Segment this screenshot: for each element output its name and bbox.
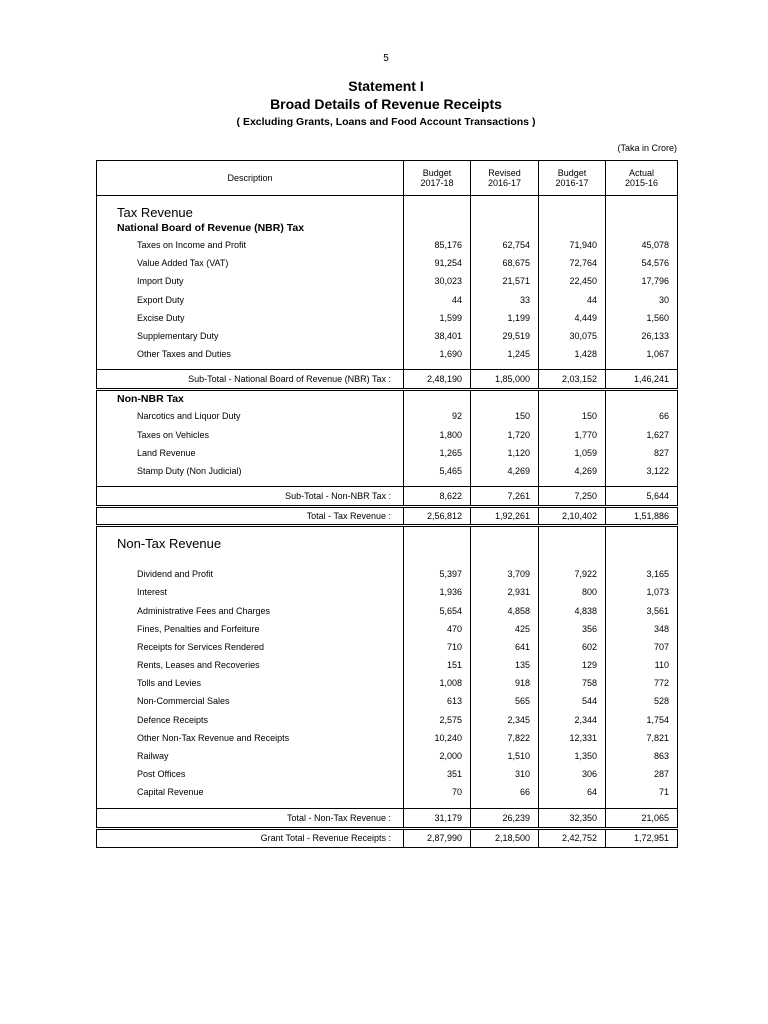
- table-row: [97, 656, 678, 674]
- empty-cell: [471, 220, 539, 236]
- table-row: [97, 747, 678, 765]
- row-value: 2,18,500: [471, 828, 539, 847]
- row-value: 3,122: [606, 462, 678, 480]
- revenue-table: [96, 160, 678, 848]
- row-value: 1,754: [606, 711, 678, 729]
- row-value: 26,133: [606, 327, 678, 345]
- row-label: Non-NBR Tax: [97, 390, 404, 408]
- row-value: 2,344: [539, 711, 606, 729]
- row-value: 1,067: [606, 345, 678, 363]
- statement-subtitle: Broad Details of Revenue Receipts: [270, 96, 502, 112]
- unit-label: (Taka in Crore): [617, 143, 677, 153]
- row-value: 1,350: [539, 747, 606, 765]
- row-value: 348: [606, 620, 678, 638]
- row-value: 7,822: [471, 729, 539, 747]
- row-label: Supplementary Duty: [97, 327, 404, 345]
- row-label: Non-Commercial Sales: [97, 692, 404, 710]
- row-value: 4,858: [471, 601, 539, 619]
- total-row-tax-revenue: [97, 507, 678, 526]
- row-label: Value Added Tax (VAT): [97, 254, 404, 272]
- row-value: 17,796: [606, 272, 678, 290]
- row-value: 32,350: [539, 808, 606, 828]
- row-value: 2,56,812: [404, 507, 471, 526]
- table-row: [97, 565, 678, 583]
- row-label: Receipts for Services Rendered: [97, 638, 404, 656]
- row-value: 2,10,402: [539, 507, 606, 526]
- row-label: Administrative Fees and Charges: [97, 601, 404, 619]
- row-value: 1,008: [404, 674, 471, 692]
- empty-cell: [539, 390, 606, 408]
- row-value: 66: [606, 407, 678, 425]
- group-heading-non-nbr: [97, 390, 678, 408]
- row-value: 85,176: [404, 236, 471, 254]
- row-value: 92: [404, 407, 471, 425]
- empty-cell: [404, 551, 471, 565]
- column-header-line: Actual: [628, 168, 654, 178]
- row-value: 1,51,886: [606, 507, 678, 526]
- row-value: 45,078: [606, 236, 678, 254]
- total-row-non-tax-revenue: [97, 808, 678, 828]
- row-value: 1,770: [539, 426, 606, 444]
- row-value: 544: [539, 692, 606, 710]
- column-header-description: Description: [97, 161, 404, 196]
- row-value: 30: [606, 291, 678, 309]
- row-value: 7,922: [539, 565, 606, 583]
- row-value: 5,465: [404, 462, 471, 480]
- row-value: 8,622: [404, 487, 471, 507]
- subtotal-row-nbr: [97, 370, 678, 390]
- row-label: [97, 551, 404, 565]
- row-value: 772: [606, 674, 678, 692]
- row-label: Tax Revenue: [97, 196, 404, 221]
- row-label: Taxes on Income and Profit: [97, 236, 404, 254]
- row-value: 66: [471, 783, 539, 801]
- table-row: [97, 426, 678, 444]
- row-value: 1,72,951: [606, 828, 678, 847]
- table-row: [97, 272, 678, 290]
- row-label: Rents, Leases and Recoveries: [97, 656, 404, 674]
- row-value: 110: [606, 656, 678, 674]
- table-row: [97, 407, 678, 425]
- row-label: National Board of Revenue (NBR) Tax: [97, 220, 404, 236]
- row-value: 44: [404, 291, 471, 309]
- row-value: 1,428: [539, 345, 606, 363]
- row-label: Post Offices: [97, 765, 404, 783]
- header-row: [97, 161, 678, 196]
- column-header-c4: [606, 161, 678, 196]
- table-row: [97, 711, 678, 729]
- row-value: 2,345: [471, 711, 539, 729]
- column-header-c3: [539, 161, 606, 196]
- row-label: Stamp Duty (Non Judicial): [97, 462, 404, 480]
- row-value: 800: [539, 583, 606, 601]
- row-label: Grant Total - Revenue Receipts :: [97, 828, 404, 847]
- spacer-row: [97, 551, 678, 565]
- row-label: Non-Tax Revenue: [97, 526, 404, 552]
- table-row: [97, 583, 678, 601]
- column-header-line: Revised: [488, 168, 521, 178]
- row-label: Total - Non-Tax Revenue :: [97, 808, 404, 828]
- statement-note: ( Excluding Grants, Loans and Food Account Transactions ): [236, 116, 536, 128]
- row-value: 613: [404, 692, 471, 710]
- row-value: 2,42,752: [539, 828, 606, 847]
- row-value: 1,599: [404, 309, 471, 327]
- empty-cell: [539, 551, 606, 565]
- row-value: 1,85,000: [471, 370, 539, 390]
- row-value: 151: [404, 656, 471, 674]
- empty-cell: [471, 196, 539, 221]
- row-value: 1,510: [471, 747, 539, 765]
- row-value: 68,675: [471, 254, 539, 272]
- row-value: 10,240: [404, 729, 471, 747]
- empty-cell: [606, 220, 678, 236]
- row-value: 470: [404, 620, 471, 638]
- row-value: 351: [404, 765, 471, 783]
- row-label: Tolls and Levies: [97, 674, 404, 692]
- row-value: 135: [471, 656, 539, 674]
- row-value: 2,87,990: [404, 828, 471, 847]
- subtotal-row-non-nbr: [97, 487, 678, 507]
- column-header-line: Budget: [557, 168, 587, 178]
- row-value: 310: [471, 765, 539, 783]
- table-row: [97, 692, 678, 710]
- empty-cell: [606, 390, 678, 408]
- table-row: [97, 765, 678, 783]
- row-value: 129: [539, 656, 606, 674]
- row-label: Export Duty: [97, 291, 404, 309]
- row-value: 356: [539, 620, 606, 638]
- empty-cell: [404, 220, 471, 236]
- row-value: 71: [606, 783, 678, 801]
- section-heading-non-tax-revenue: [97, 526, 678, 552]
- row-value: 3,561: [606, 601, 678, 619]
- statement-title: Statement I: [348, 78, 424, 94]
- column-header-c2: [471, 161, 539, 196]
- row-value: 1,46,241: [606, 370, 678, 390]
- empty-cell: [606, 526, 678, 552]
- row-value: 71,940: [539, 236, 606, 254]
- row-value: 1,560: [606, 309, 678, 327]
- empty-cell: [404, 390, 471, 408]
- row-label: Other Taxes and Duties: [97, 345, 404, 363]
- row-value: 287: [606, 765, 678, 783]
- row-value: 5,644: [606, 487, 678, 507]
- row-value: 44: [539, 291, 606, 309]
- table-row: [97, 291, 678, 309]
- row-label: Sub-Total - National Board of Revenue (NBR) Tax :: [97, 370, 404, 390]
- row-value: 1,690: [404, 345, 471, 363]
- row-value: 22,450: [539, 272, 606, 290]
- table-row: [97, 783, 678, 801]
- column-header-year: 2017-18: [420, 178, 454, 188]
- row-value: 4,269: [539, 462, 606, 480]
- row-value: 26,239: [471, 808, 539, 828]
- row-label: Land Revenue: [97, 444, 404, 462]
- row-value: 33: [471, 291, 539, 309]
- row-value: 62,754: [471, 236, 539, 254]
- row-label: Excise Duty: [97, 309, 404, 327]
- row-value: 1,265: [404, 444, 471, 462]
- row-value: 150: [539, 407, 606, 425]
- row-value: 1,720: [471, 426, 539, 444]
- row-label: Capital Revenue: [97, 783, 404, 801]
- table-row: [97, 638, 678, 656]
- empty-cell: [606, 551, 678, 565]
- row-value: 3,709: [471, 565, 539, 583]
- row-value: 1,199: [471, 309, 539, 327]
- column-header-line: Budget: [422, 168, 452, 178]
- row-label: Railway: [97, 747, 404, 765]
- row-value: 150: [471, 407, 539, 425]
- row-value: 1,800: [404, 426, 471, 444]
- column-header-year: 2016-17: [487, 178, 522, 188]
- table-row: [97, 729, 678, 747]
- row-label: Total - Tax Revenue :: [97, 507, 404, 526]
- row-value: 29,519: [471, 327, 539, 345]
- row-label: Interest: [97, 583, 404, 601]
- row-value: 54,576: [606, 254, 678, 272]
- row-value: 31,179: [404, 808, 471, 828]
- row-value: 827: [606, 444, 678, 462]
- section-heading-tax-revenue: [97, 196, 678, 221]
- row-value: 91,254: [404, 254, 471, 272]
- row-value: 528: [606, 692, 678, 710]
- table-row: [97, 444, 678, 462]
- row-value: 70: [404, 783, 471, 801]
- table-row: [97, 620, 678, 638]
- group-heading-nbr: [97, 220, 678, 236]
- row-value: 21,571: [471, 272, 539, 290]
- row-value: 641: [471, 638, 539, 656]
- row-value: 918: [471, 674, 539, 692]
- row-value: 1,120: [471, 444, 539, 462]
- empty-cell: [606, 196, 678, 221]
- row-value: 1,073: [606, 583, 678, 601]
- row-value: 1,245: [471, 345, 539, 363]
- row-value: 21,065: [606, 808, 678, 828]
- row-value: 758: [539, 674, 606, 692]
- row-value: 64: [539, 783, 606, 801]
- empty-cell: [404, 526, 471, 552]
- empty-cell: [471, 390, 539, 408]
- row-value: 863: [606, 747, 678, 765]
- row-label: Taxes on Vehicles: [97, 426, 404, 444]
- empty-cell: [471, 551, 539, 565]
- table-row: [97, 601, 678, 619]
- row-value: 4,269: [471, 462, 539, 480]
- row-value: 3,165: [606, 565, 678, 583]
- row-value: 1,059: [539, 444, 606, 462]
- row-value: 72,764: [539, 254, 606, 272]
- row-value: 5,397: [404, 565, 471, 583]
- table-row: [97, 327, 678, 345]
- row-value: 602: [539, 638, 606, 656]
- row-label: Narcotics and Liquor Duty: [97, 407, 404, 425]
- row-label: Sub-Total - Non-NBR Tax :: [97, 487, 404, 507]
- row-value: 425: [471, 620, 539, 638]
- row-value: 7,250: [539, 487, 606, 507]
- row-value: 12,331: [539, 729, 606, 747]
- column-header-year: 2015-16: [624, 178, 659, 188]
- column-header-year: 2016-17: [555, 178, 589, 188]
- row-value: 1,936: [404, 583, 471, 601]
- row-value: 38,401: [404, 327, 471, 345]
- row-label: Fines, Penalties and Forfeiture: [97, 620, 404, 638]
- table-row: [97, 254, 678, 272]
- empty-cell: [539, 196, 606, 221]
- row-label: Dividend and Profit: [97, 565, 404, 583]
- empty-cell: [404, 196, 471, 221]
- row-value: 4,449: [539, 309, 606, 327]
- row-value: 1,92,261: [471, 507, 539, 526]
- row-value: 30,075: [539, 327, 606, 345]
- table-row: [97, 674, 678, 692]
- page-number: 5: [383, 53, 389, 64]
- table-row: [97, 462, 678, 480]
- row-value: 306: [539, 765, 606, 783]
- row-label: Import Duty: [97, 272, 404, 290]
- table-row: [97, 236, 678, 254]
- grand-total-row: [97, 828, 678, 847]
- row-value: 4,838: [539, 601, 606, 619]
- row-value: 5,654: [404, 601, 471, 619]
- row-value: 2,48,190: [404, 370, 471, 390]
- empty-cell: [471, 526, 539, 552]
- empty-cell: [539, 526, 606, 552]
- row-value: 2,03,152: [539, 370, 606, 390]
- row-value: 1,627: [606, 426, 678, 444]
- row-value: 2,931: [471, 583, 539, 601]
- row-value: 710: [404, 638, 471, 656]
- row-label: Defence Receipts: [97, 711, 404, 729]
- row-value: 565: [471, 692, 539, 710]
- row-value: 2,575: [404, 711, 471, 729]
- row-value: 707: [606, 638, 678, 656]
- table-row: [97, 345, 678, 363]
- column-header-c1: [404, 161, 471, 196]
- row-value: 7,261: [471, 487, 539, 507]
- row-value: 7,821: [606, 729, 678, 747]
- row-value: 2,000: [404, 747, 471, 765]
- row-label: Other Non-Tax Revenue and Receipts: [97, 729, 404, 747]
- empty-cell: [539, 220, 606, 236]
- table-row: [97, 309, 678, 327]
- row-value: 30,023: [404, 272, 471, 290]
